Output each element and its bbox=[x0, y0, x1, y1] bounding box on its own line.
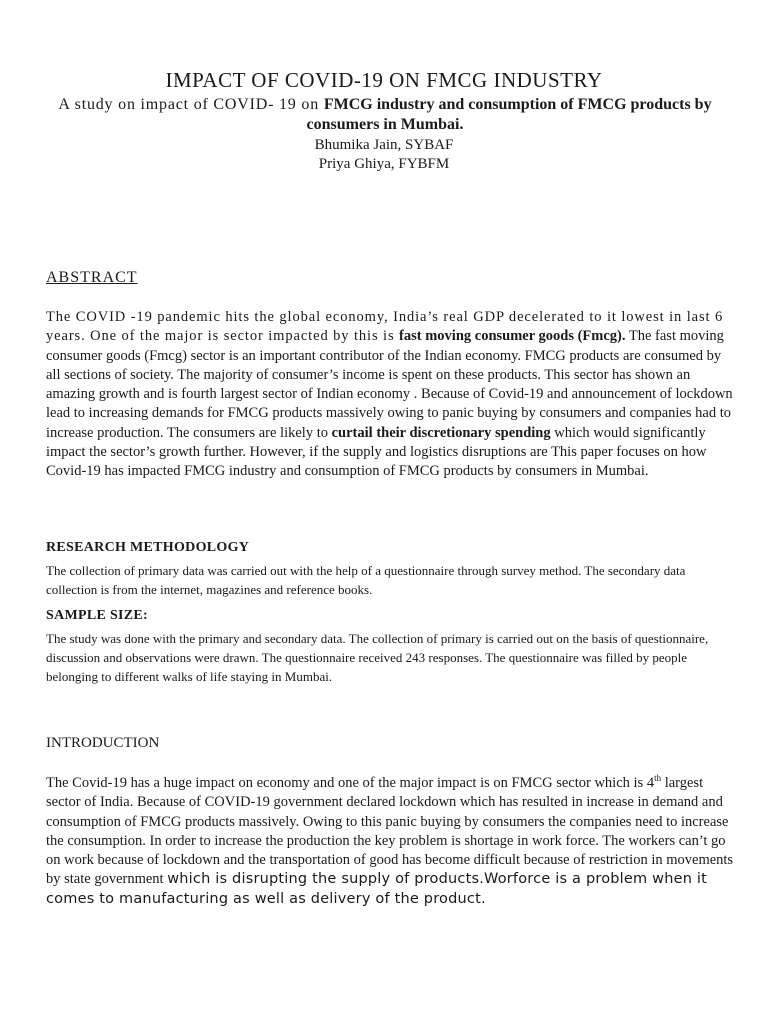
abstract-bold-2: curtail their discretionary spending bbox=[331, 424, 551, 441]
page-title: IMPACT OF COVID-19 ON FMCG INDUSTRY bbox=[165, 68, 603, 92]
research-methodology-paragraph: The collection of primary data was carried out with the help of a questionnaire through survey method. The secondary data collection is from the internet, magazines and reference books. bbox=[46, 563, 686, 597]
sample-size-heading: SAMPLE SIZE: bbox=[46, 608, 149, 623]
page-subtitle bbox=[40, 95, 730, 135]
author-2: Priya Ghiya, FYBFM bbox=[318, 156, 450, 172]
introduction-text-2: largest sector of India. Because of COVID-19 government declared lockdown which has resulted in increase in demand and consumption of FMCG products massively. Owing to this panic buying by consumers the companies need to increase the consumption. In order to increase the production the key problem is shortage in work force. The workers can’t go on work because of lockdown and the transportation of good has become difficult because of restriction in movements by state government bbox=[46, 775, 734, 888]
research-methodology-heading: RESEARCH METHODOLOGY bbox=[46, 540, 250, 555]
ordinal-superscript: th bbox=[654, 773, 662, 784]
introduction-text-1: The Covid-19 has a huge impact on economy and one of the major impact is on FMCG sector which is 4 bbox=[46, 775, 655, 791]
introduction-heading: INTRODUCTION bbox=[46, 735, 160, 751]
abstract-text-2: The fast moving consumer goods (Fmcg) sector is an important contributor of the Indian economy. FMCG products are consumed by all sections of society. The majority of consumer’s income is spent on these products. This sector has shown an amazing growth and is fourth largest sector of Indian economy . Because of Covid-19 and announcement of lockdown lead to increasing demands for FMCG products massively owing to panic buying by consumers and companies had to increase production. The consumers are likely to bbox=[46, 328, 733, 441]
sample-size-paragraph: The study was done with the primary and secondary data. The collection of primary is carried out on the basis of questionnaire, discussion and observations were drawn. The questionnaire received 243 responses. The questionnaire was filled by people belonging to different walks of life staying in Mumbai. bbox=[46, 631, 709, 684]
introduction-paragraph bbox=[46, 774, 736, 909]
abstract-text-1: The COVID -19 pandemic hits the global economy, India’s real GDP decelerated to it lowest in last 6 years. One of the major is sector impacted by this is bbox=[46, 309, 724, 345]
author-1: Bhumika Jain, SYBAF bbox=[314, 137, 454, 153]
abstract-heading: ABSTRACT bbox=[46, 269, 138, 286]
subtitle-bold-text: FMCG industry and consumption of FMCG products by consumers in Mumbai. bbox=[306, 96, 712, 133]
abstract-bold-1: fast moving consumer goods (Fmcg). bbox=[399, 328, 626, 345]
abstract-text-3: which would significantly impact the sector’s growth further. However, if the supply and logistics disruptions are This paper focuses on how Covid-19 has impacted FMCG industry and consumption of FMCG products by consumers in Mumbai. bbox=[46, 424, 707, 480]
introduction-text-3: which is disrupting the supply of products.Worforce is a problem when it comes to manufacturing as well as delivery of the product. bbox=[46, 871, 708, 907]
abstract-paragraph bbox=[46, 308, 736, 482]
subtitle-text: A study on impact of COVID- 19 on bbox=[58, 96, 324, 113]
